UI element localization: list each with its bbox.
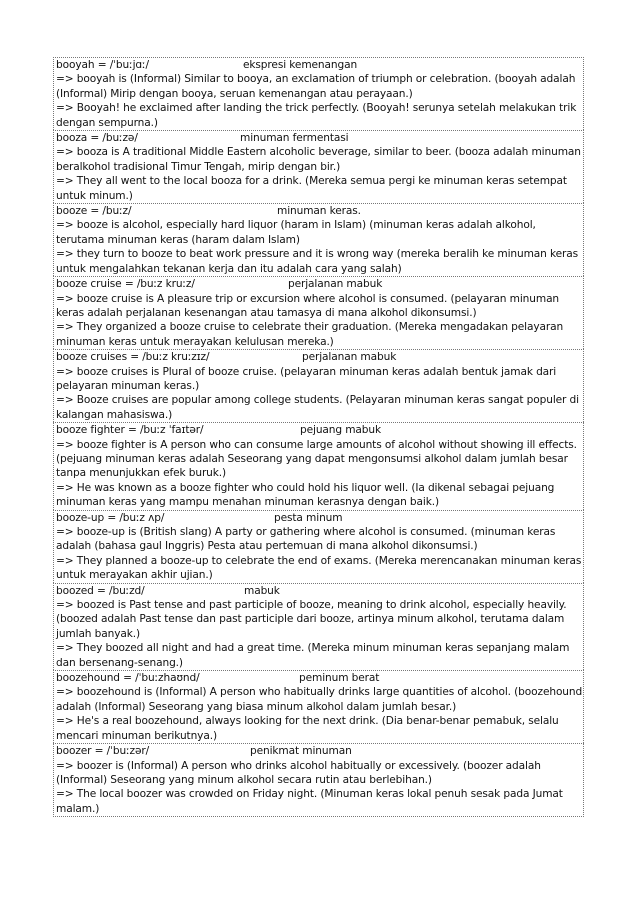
entry-header xyxy=(56,511,583,525)
entry-example: => They planned a booze-up to celebrate the end of exams. (Mereka merencanakan minuman keras untuk merayakan akhir ujian.) xyxy=(56,554,582,582)
entry-meaning: peminum berat xyxy=(299,672,380,685)
entry-meaning: minuman fermentasi xyxy=(240,132,349,145)
entry-header xyxy=(56,58,583,72)
entry-definition: => booze cruises is Plural of booze cruise. (pelayaran minuman keras adalah bentuk jamak dari pelayaran minuman keras.) xyxy=(56,365,557,392)
entry-meaning: penikmat minuman xyxy=(250,745,352,758)
entry-booyah xyxy=(53,57,584,130)
entry-booze-cruise xyxy=(53,276,584,349)
entry-example: => They all went to the local booza for a drink. (Mereka semua pergi ke minuman keras setempat untuk minum.) xyxy=(56,175,567,202)
entry-definition: => booza is A traditional Middle Eastern alcoholic beverage, similar to beer. (booza adalah minuman beralkohol tradisional Timur Tengah, mirip dengan bir.) xyxy=(56,146,581,173)
entry-term: booze cruise = /buːz kruːz/ xyxy=(56,278,195,291)
entry-definition: => boozehound is (Informal) A person who habitually drinks large quantities of alcohol. (boozehound adalah (Informal) Seseorang yang biasa minum alkohol dalam jumlah besar.) xyxy=(56,686,583,713)
entry-term: booyah = /ˈbuːjɑː/ xyxy=(56,59,149,71)
entry-term: booze-up = /buːz ʌp/ xyxy=(56,511,165,524)
entry-example: => The local boozer was crowded on Friday night. (Minuman keras lokal penuh sesak pada Jumat malam.) xyxy=(56,788,563,815)
entry-header xyxy=(56,350,583,364)
entry-example: => They organized a booze cruise to celebrate their graduation. (Mereka mengadakan pelayaran minuman keras untuk merayakan kelulusan mereka.) xyxy=(56,321,564,348)
entry-meaning: mabuk xyxy=(244,584,280,597)
entry-booze-up xyxy=(53,510,584,583)
entry-example: => He's a real boozehound, always looking for the next drink. (Dia benar-benar pemabuk, selalu mencari minuman berikutnya.) xyxy=(56,715,559,742)
entry-meaning: perjalanan mabuk xyxy=(302,351,397,364)
entry-meaning: pesta minum xyxy=(274,511,343,524)
entry-meaning: ekspresi kemenangan xyxy=(243,59,358,71)
entry-header xyxy=(56,584,583,598)
entry-example: => They boozed all night and had a great time. (Mereka minum minuman keras sepanjang malam dan bersenang-senang.) xyxy=(56,642,570,669)
entry-boozer xyxy=(53,743,584,817)
entry-definition: => booze is alcohol, especially hard liquor (haram in Islam) (minuman keras adalah alkohol, terutama minuman keras (haram dalam Islam) xyxy=(56,219,536,246)
entry-booze xyxy=(53,203,584,276)
entry-term: boozed = /buːzd/ xyxy=(56,584,145,597)
entry-meaning: perjalanan mabuk xyxy=(288,278,383,291)
entry-example: => Booyah! he exclaimed after landing the trick perfectly. (Booyah! serunya setelah melakukan trik dengan sempurna.) xyxy=(56,102,577,129)
entry-definition: => boozed is Past tense and past participle of booze, meaning to drink alcohol, especially heavily. (boozed adalah Past tense dan past participle dari booze, artinya minum alkohol, terutama dalam jumlah banyak.) xyxy=(56,599,567,640)
entry-definition: => boozer is (Informal) A person who drinks alcohol habitually or excessively. (boozer adalah (Informal) Seseorang yang minum alkohol secara rutin atau berlebihan.) xyxy=(56,759,541,786)
entry-term: boozer = /ˈbuːzər/ xyxy=(56,745,150,758)
entry-header xyxy=(56,423,583,437)
entry-definition: => booyah is (Informal) Similar to booya, an exclamation of triumph or celebration. (booyah adalah (Informal) Mirip dengan booya, seruan kemenangan atau perayaan.) xyxy=(56,73,576,100)
entry-boozehound xyxy=(53,670,584,743)
vocabulary-list xyxy=(53,57,584,817)
entry-example: => Booze cruises are popular among college students. (Pelayaran minuman keras sangat populer di kalangan mahasiswa.) xyxy=(56,394,579,421)
entry-header xyxy=(56,204,583,218)
entry-term: booze fighter = /buːz ˈfaɪtər/ xyxy=(56,424,204,437)
entry-header xyxy=(56,131,583,145)
entry-header xyxy=(56,744,583,758)
entry-term: booza = /buːzə/ xyxy=(56,132,138,145)
entry-definition: => booze-up is (British slang) A party or gathering where alcohol is consumed. (minuman keras adalah (bahasa gaul Inggris) Pesta atau pertemuan di mana alkohol dikonsumsi.) xyxy=(56,526,556,553)
entry-example: => He was known as a booze fighter who could hold his liquor well. (Ia dikenal sebagai pejuang minuman keras yang mampu menahan minuman kerasnya dengan baik.) xyxy=(56,481,555,509)
entry-meaning: minuman keras. xyxy=(277,205,361,218)
entry-example: => they turn to booze to beat work pressure and it is wrong way (mereka beralih ke minuman keras untuk mengalahkan tekanan kerja dan itu adalah cara yang salah) xyxy=(56,248,579,275)
entry-definition: => booze cruise is A pleasure trip or excursion where alcohol is consumed. (pelayaran minuman keras adalah perjalanan kesenangan atau tamasya di mana alkohol dikonsumsi.) xyxy=(56,292,560,319)
entry-boozed xyxy=(53,583,584,670)
entry-term: boozehound = /ˈbuːzhaʊnd/ xyxy=(56,672,200,685)
entry-term: booze cruises = /buːz kruːzɪz/ xyxy=(56,351,210,364)
entry-booze-cruises xyxy=(53,349,584,422)
entry-header xyxy=(56,277,583,291)
entry-term: booze = /buːz/ xyxy=(56,205,132,218)
entry-booze-fighter xyxy=(53,422,584,509)
entry-header xyxy=(56,671,583,685)
entry-meaning: pejuang mabuk xyxy=(300,424,382,437)
entry-booza xyxy=(53,130,584,203)
entry-definition: => booze fighter is A person who can consume large amounts of alcohol without showing ill effects. (pejuang minuman keras adalah Seseorang yang dapat mengonsumsi alkohol dalam jumlah besar tanpa menunjukkan efek buruk.) xyxy=(56,438,577,480)
